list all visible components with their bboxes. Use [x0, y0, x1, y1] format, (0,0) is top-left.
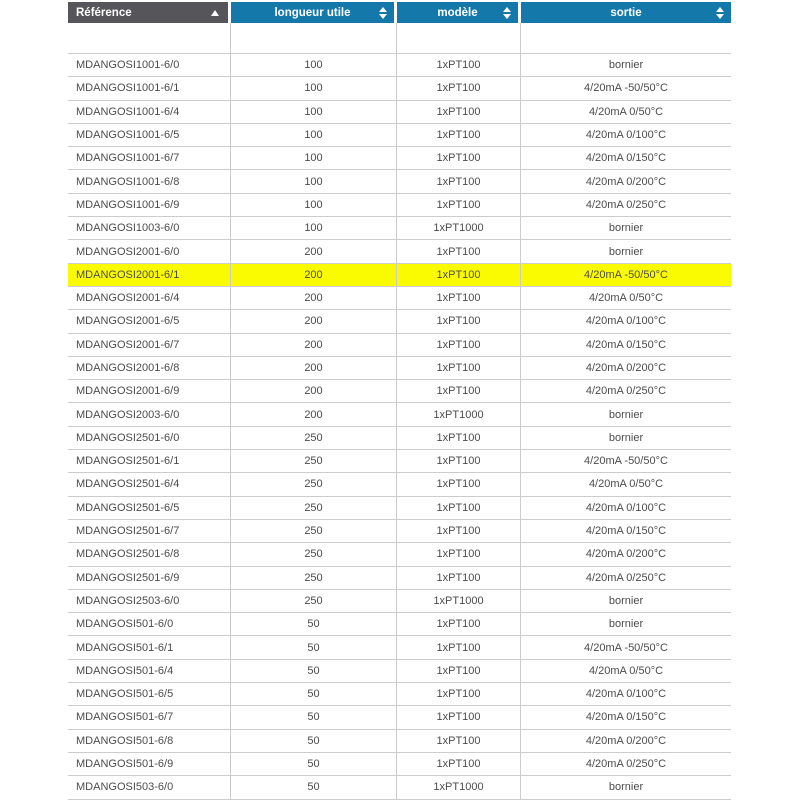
table-row[interactable] [68, 194, 731, 217]
cell-sortie: 4/20mA 0/200°C [521, 170, 731, 193]
table-row[interactable] [68, 590, 731, 613]
cell-longueur_utile: 200 [231, 287, 397, 310]
column-header-sortie[interactable] [521, 2, 731, 23]
cell-longueur_utile: 200 [231, 264, 397, 287]
cell-longueur_utile: 100 [231, 54, 397, 77]
cell-modele: 1xPT100 [397, 427, 521, 450]
cell-longueur_utile: 100 [231, 217, 397, 240]
cell-sortie: 4/20mA 0/50°C [521, 287, 731, 310]
table-row[interactable] [68, 427, 731, 450]
cell-longueur_utile: 100 [231, 101, 397, 124]
cell-sortie: 4/20mA 0/200°C [521, 730, 731, 753]
table-row[interactable] [68, 660, 731, 683]
cell-sortie: 4/20mA 0/150°C [521, 147, 731, 170]
cell-modele: 1xPT100 [397, 147, 521, 170]
cell-sortie: 4/20mA 0/50°C [521, 660, 731, 683]
cell-longueur_utile: 100 [231, 147, 397, 170]
cell-sortie: 4/20mA 0/250°C [521, 380, 731, 403]
cell-sortie: 4/20mA 0/100°C [521, 497, 731, 520]
table-row[interactable] [68, 450, 731, 473]
cell-modele: 1xPT100 [397, 567, 521, 590]
table-row[interactable] [68, 520, 731, 543]
cell-modele: 1xPT100 [397, 77, 521, 100]
table-row[interactable] [68, 543, 731, 566]
cell-sortie: 4/20mA 0/50°C [521, 473, 731, 496]
cell-longueur_utile: 200 [231, 380, 397, 403]
cell-reference: MDANGOSI2501-6/0 [68, 427, 231, 450]
cell-longueur_utile: 250 [231, 567, 397, 590]
product-table [68, 2, 731, 800]
column-header-label: modèle [437, 6, 478, 19]
cell-reference: MDANGOSI501-6/4 [68, 660, 231, 683]
cell-reference: MDANGOSI2503-6/0 [68, 590, 231, 613]
cell-modele: 1xPT100 [397, 380, 521, 403]
cell-longueur_utile: 250 [231, 590, 397, 613]
cell-modele: 1xPT100 [397, 101, 521, 124]
cell-modele: 1xPT1000 [397, 217, 521, 240]
cell-longueur_utile: 200 [231, 240, 397, 263]
cell-modele: 1xPT100 [397, 450, 521, 473]
cell-sortie: 4/20mA 0/150°C [521, 334, 731, 357]
cell-longueur_utile: 100 [231, 194, 397, 217]
cell-reference: MDANGOSI2501-6/8 [68, 543, 231, 566]
cell-longueur_utile: 50 [231, 683, 397, 706]
cell-reference: MDANGOSI2001-6/7 [68, 334, 231, 357]
cell-longueur_utile: 50 [231, 753, 397, 776]
cell-modele: 1xPT1000 [397, 776, 521, 799]
sort-both-icon [716, 7, 724, 19]
cell-longueur_utile: 200 [231, 334, 397, 357]
cell-longueur_utile: 250 [231, 450, 397, 473]
cell-modele: 1xPT1000 [397, 403, 521, 426]
cell-modele: 1xPT100 [397, 753, 521, 776]
cell-reference: MDANGOSI1001-6/4 [68, 101, 231, 124]
column-header-modele[interactable] [397, 2, 521, 23]
cell-longueur_utile: 50 [231, 613, 397, 636]
table-row[interactable] [68, 403, 731, 426]
column-header-longueur-utile[interactable] [231, 2, 397, 23]
table-row[interactable] [68, 310, 731, 333]
cell-sortie: 4/20mA 0/200°C [521, 543, 731, 566]
table-row[interactable] [68, 753, 731, 776]
header-row [68, 2, 731, 23]
cell-sortie: bornier [521, 613, 731, 636]
table-row[interactable] [68, 730, 731, 753]
cell-sortie: bornier [521, 427, 731, 450]
cell-sortie: 4/20mA 0/100°C [521, 310, 731, 333]
cell-reference: MDANGOSI2001-6/9 [68, 380, 231, 403]
cell-longueur_utile: 50 [231, 776, 397, 799]
table-row[interactable] [68, 101, 731, 124]
cell-sortie: 4/20mA 0/50°C [521, 101, 731, 124]
cell-reference: MDANGOSI2001-6/0 [68, 240, 231, 263]
cell-modele: 1xPT100 [397, 660, 521, 683]
cell-reference: MDANGOSI2501-6/7 [68, 520, 231, 543]
table-row[interactable] [68, 170, 731, 193]
cell-longueur_utile: 50 [231, 636, 397, 659]
column-header-label: sortie [610, 6, 642, 19]
cell-longueur_utile: 200 [231, 310, 397, 333]
cell-sortie: 4/20mA 0/250°C [521, 567, 731, 590]
cell-sortie: 4/20mA -50/50°C [521, 636, 731, 659]
sort-both-icon [379, 7, 387, 19]
cell-longueur_utile: 100 [231, 170, 397, 193]
cell-reference: MDANGOSI501-6/7 [68, 706, 231, 729]
cell-reference: MDANGOSI2003-6/0 [68, 403, 231, 426]
cell-modele: 1xPT100 [397, 287, 521, 310]
cell-sortie: 4/20mA 0/250°C [521, 753, 731, 776]
table-row[interactable] [68, 54, 731, 77]
cell-modele: 1xPT100 [397, 334, 521, 357]
table-row[interactable] [68, 287, 731, 310]
cell-longueur_utile: 250 [231, 520, 397, 543]
cell-sortie: bornier [521, 54, 731, 77]
cell-sortie: 4/20mA 0/100°C [521, 683, 731, 706]
reference-table [68, 2, 731, 800]
table-row[interactable] [68, 567, 731, 590]
cell-modele: 1xPT100 [397, 170, 521, 193]
cell-sortie: 4/20mA 0/100°C [521, 124, 731, 147]
cell-longueur_utile: 50 [231, 660, 397, 683]
cell-modele: 1xPT100 [397, 310, 521, 333]
table-row[interactable] [68, 124, 731, 147]
table-row[interactable] [68, 264, 731, 287]
cell-modele: 1xPT100 [397, 54, 521, 77]
cell-reference: MDANGOSI501-6/1 [68, 636, 231, 659]
cell-longueur_utile: 250 [231, 473, 397, 496]
table-row[interactable] [68, 217, 731, 240]
table-row[interactable] [68, 334, 731, 357]
cell-modele: 1xPT100 [397, 264, 521, 287]
cell-modele: 1xPT100 [397, 357, 521, 380]
cell-sortie: bornier [521, 403, 731, 426]
table-row[interactable] [68, 147, 731, 170]
cell-modele: 1xPT100 [397, 240, 521, 263]
cell-sortie: bornier [521, 240, 731, 263]
cell-reference: MDANGOSI2001-6/5 [68, 310, 231, 333]
table-row[interactable] [68, 77, 731, 100]
cell-sortie: 4/20mA 0/250°C [521, 194, 731, 217]
cell-sortie: 4/20mA 0/150°C [521, 520, 731, 543]
cell-reference: MDANGOSI2501-6/1 [68, 450, 231, 473]
cell-reference: MDANGOSI501-6/0 [68, 613, 231, 636]
cell-reference: MDANGOSI1001-6/7 [68, 147, 231, 170]
cell-modele: 1xPT100 [397, 543, 521, 566]
cell-reference: MDANGOSI1001-6/9 [68, 194, 231, 217]
cell-modele: 1xPT100 [397, 636, 521, 659]
cell-reference: MDANGOSI1003-6/0 [68, 217, 231, 240]
cell-sortie: 4/20mA -50/50°C [521, 77, 731, 100]
sort-both-icon [503, 7, 511, 19]
cell-longueur_utile: 50 [231, 706, 397, 729]
cell-sortie: 4/20mA 0/200°C [521, 357, 731, 380]
cell-reference: MDANGOSI2001-6/8 [68, 357, 231, 380]
cell-reference: MDANGOSI1001-6/1 [68, 77, 231, 100]
sort-ascending-icon [211, 10, 219, 16]
cell-longueur_utile: 200 [231, 357, 397, 380]
cell-modele: 1xPT100 [397, 706, 521, 729]
cell-reference: MDANGOSI1001-6/5 [68, 124, 231, 147]
cell-sortie: bornier [521, 217, 731, 240]
cell-modele: 1xPT1000 [397, 590, 521, 613]
cell-longueur_utile: 100 [231, 77, 397, 100]
cell-reference: MDANGOSI2501-6/9 [68, 567, 231, 590]
table-body [68, 23, 731, 800]
table-row[interactable] [68, 613, 731, 636]
cell-longueur_utile: 50 [231, 730, 397, 753]
cell-sortie: 4/20mA -50/50°C [521, 450, 731, 473]
cell-modele: 1xPT100 [397, 497, 521, 520]
cell-modele: 1xPT100 [397, 730, 521, 753]
cell-longueur_utile: 250 [231, 427, 397, 450]
cell-sortie: 4/20mA 0/150°C [521, 706, 731, 729]
column-header-reference[interactable] [68, 2, 231, 23]
cell-reference: MDANGOSI2501-6/5 [68, 497, 231, 520]
cell-modele: 1xPT100 [397, 194, 521, 217]
cell-modele: 1xPT100 [397, 520, 521, 543]
empty-row [68, 23, 731, 54]
cell-longueur_utile: 250 [231, 497, 397, 520]
cell-reference: MDANGOSI2001-6/1 [68, 264, 231, 287]
table-row[interactable] [68, 706, 731, 729]
column-header-label: Référence [76, 6, 132, 19]
cell-modele: 1xPT100 [397, 473, 521, 496]
table-row[interactable] [68, 497, 731, 520]
column-header-label: longueur utile [274, 6, 351, 19]
cell-longueur_utile: 200 [231, 403, 397, 426]
table-row[interactable] [68, 776, 731, 799]
cell-reference: MDANGOSI1001-6/8 [68, 170, 231, 193]
cell-reference: MDANGOSI1001-6/0 [68, 54, 231, 77]
table-row[interactable] [68, 357, 731, 380]
cell-sortie: bornier [521, 590, 731, 613]
table-row[interactable] [68, 636, 731, 659]
cell-modele: 1xPT100 [397, 683, 521, 706]
table-row[interactable] [68, 683, 731, 706]
cell-reference: MDANGOSI501-6/9 [68, 753, 231, 776]
cell-reference: MDANGOSI501-6/5 [68, 683, 231, 706]
cell-reference: MDANGOSI2501-6/4 [68, 473, 231, 496]
cell-longueur_utile: 250 [231, 543, 397, 566]
cell-sortie: bornier [521, 776, 731, 799]
cell-longueur_utile: 100 [231, 124, 397, 147]
table-row[interactable] [68, 473, 731, 496]
cell-reference: MDANGOSI2001-6/4 [68, 287, 231, 310]
table-row[interactable] [68, 240, 731, 263]
cell-reference: MDANGOSI503-6/0 [68, 776, 231, 799]
cell-reference: MDANGOSI501-6/8 [68, 730, 231, 753]
cell-sortie: 4/20mA -50/50°C [521, 264, 731, 287]
table-row[interactable] [68, 380, 731, 403]
cell-modele: 1xPT100 [397, 613, 521, 636]
cell-modele: 1xPT100 [397, 124, 521, 147]
